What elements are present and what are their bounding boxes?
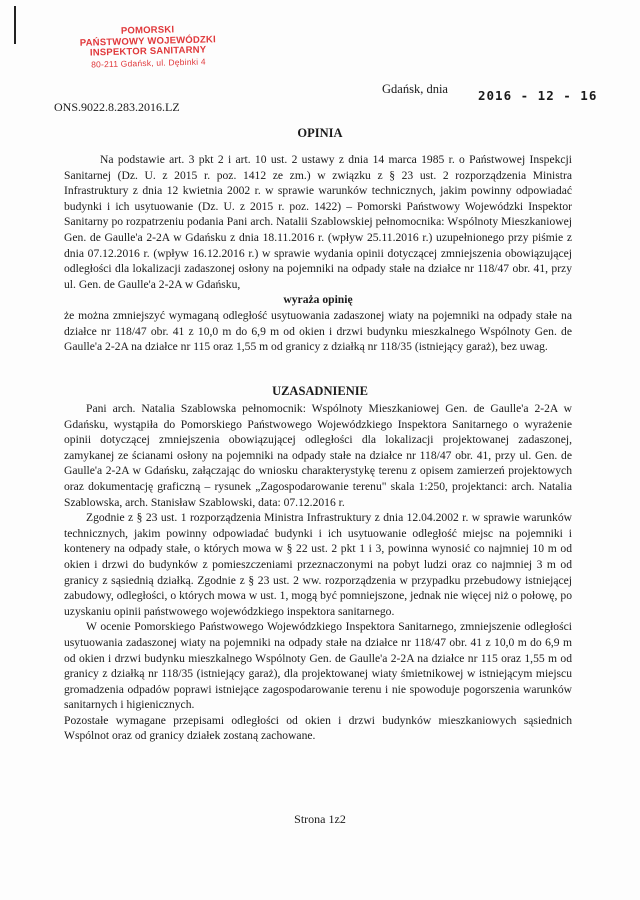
place-label: Gdańsk, dnia bbox=[382, 82, 448, 96]
justification-section bbox=[64, 401, 572, 744]
stamp-line-3: INSPEKTOR SANITARNY bbox=[89, 44, 207, 59]
opinion-verdict: wyraża opinię bbox=[283, 293, 353, 307]
stamp-address: 80-211 Gdańsk, ul. Dębinki 4 bbox=[90, 55, 206, 69]
institution-stamp bbox=[55, 24, 240, 71]
stamp-line-2: PAŃSTWOWY WOJEWÓDZKI bbox=[79, 33, 217, 49]
document-title: OPINIA bbox=[297, 126, 343, 140]
page-number: Strona 1z2 bbox=[294, 812, 346, 826]
justification-paragraph-1: Pani arch. Natalia Szablowska pełnomocnik: Wspólnoty Mieszkaniowej Gen. de Gaulle'a 2-2A w Gdańsku, wystąpiła do Pomorskiego Państwowego Wojewódzkiego Inspektora Sanitarnego o wyrażenie opinii dotyczącej zmniejszenia obowiązującej odległości dla lokalizacji projektowanej zadaszonej, zamykanej ze ścianami osłony na pojemniki na odpady stałe na działce nr 118/47 obr. 41, przy ul. Gen. de Gaulle'a 2-2A w Gdańsku, załączając do wniosku charakterystykę terenu z opisem zamierzeń projektowych oraz dokumentację graficzną – rysunek „Zagospodarowanie terenu" skala 1:250, projektanci: arch. Natalia Szablowska, arch. Stanisław Szablowski, data: 07.12.2016 r. bbox=[64, 402, 572, 509]
margin-mark bbox=[14, 6, 16, 44]
justification-paragraph-3: W ocenie Pomorskiego Państwowego Wojewódzkiego Inspektora Sanitarnego, zmniejszenie odległości usytuowania zadaszonej wiaty na pojemniki na odpady stałe na działce nr 118/47 obr. 41 z 10,0 m do 6,9 m od okien i drzwi budynku mieszkalnego Wspólnoty Gen. de Gaulle'a 2-2A na działce nr 115 oraz 1,55 m od granicy z działką nr 118/35 (istniejący garaż), dla projektowanej wiaty śmietnikowej w istniejącym miejscu gromadzenia odpadów poprawi istniejące zagospodarowanie terenu i nie spowoduje pogorszenia warunków sanitarnych i higienicznych. bbox=[64, 620, 572, 712]
justification-title: UZASADNIENIE bbox=[272, 384, 368, 398]
opinion-paragraph-1: Na podstawie art. 3 pkt 2 i art. 10 ust. 2 ustawy z dnia 14 marca 1985 r. o Państwowej Inspekcji Sanitarnej (Dz. U. z 2015 r. poz. 1412 ze zm.) w związku z § 23 ust. 2 rozporządzenia Ministra Infrastruktury z dnia 12 kwietnia 2002 r. w sprawie warunków technicznych, jakim powinny odpowiadać budynki i ich usytuowanie (Dz. U. z 2015 r. poz. 1422) – Pomorski Państwowy Wojewódzki Inspektor Sanitarny po rozpatrzeniu podania Pani arch. Natalii Szablowskiej pełnomocnika: Wspólnoty Mieszkaniowej Gen. de Gaulle'a 2-2A w Gdańsku z dnia 18.11.2016 r. (wpływ 25.11.2016 r.) uzupełnionego przy piśmie z dnia 07.12.2016 r. (wpływ 16.12.2016 r.) w sprawie wydania opinii dotyczącej zmniejszenia obowiązującej odległości dla lokalizacji zadaszonej osłony na pojemniki na odpady stałe na działce nr 118/47 obr. 41, przy ul. Gen. de Gaulle'a 2-2A w Gdańsku, bbox=[64, 153, 572, 291]
opinion-section bbox=[64, 152, 572, 355]
stamp-line-1: POMORSKI bbox=[120, 24, 175, 37]
justification-paragraph-2: Zgodnie z § 23 ust. 1 rozporządzenia Ministra Infrastruktury z dnia 12.04.2002 r. w sprawie warunków technicznych, jakim powinny odpowiadać budynki i ich usytuowanie odległość miejsc na pojemniki i kontenery na odpady stałe, o których mowa w § 22 ust. 2 pkt 1 i 3, powinna wynosić co najmniej 10 m od okien i drzwi do budynków z pomieszczeniami przeznaczonymi na pobyt ludzi oraz co najmniej 3 m od granicy z sąsiednią działką. Zgodnie z § 23 ust. 2 ww. rozporządzenia w przypadku przebudowy istniejącej zabudowy, odległości, o których mowa w ust. 1, mogą być pomniejszone, jednak nie więcej niż o połowę, po uzyskaniu opinii państwowego wojewódzkiego inspektora sanitarnego. bbox=[64, 511, 572, 618]
date-stamp: 2016 - 12 - 16 bbox=[478, 88, 598, 103]
justification-paragraph-4: Pozostałe wymagane przepisami odległości od okien i drzwi budynków mieszkaniowych sąsiednich Wspólnot oraz od granicy działek zostaną zachowane. bbox=[64, 713, 572, 743]
opinion-paragraph-2: że można zmniejszyć wymaganą odległość usytuowania zadaszonej wiaty na pojemniki na odpady stałe na działce nr 118/47 obr. 41 z 10,0 m do 6,9 m od okien i drzwi budynku mieszkalnego Wspólnoty Gen. de Gaulle'a 2-2A na działce nr 115 oraz 1,55 m od granicy z działką nr 118/35 (istniejący garaż), bez uwag. bbox=[64, 308, 572, 354]
case-signature: ONS.9022.8.283.2016.LZ bbox=[54, 100, 180, 114]
